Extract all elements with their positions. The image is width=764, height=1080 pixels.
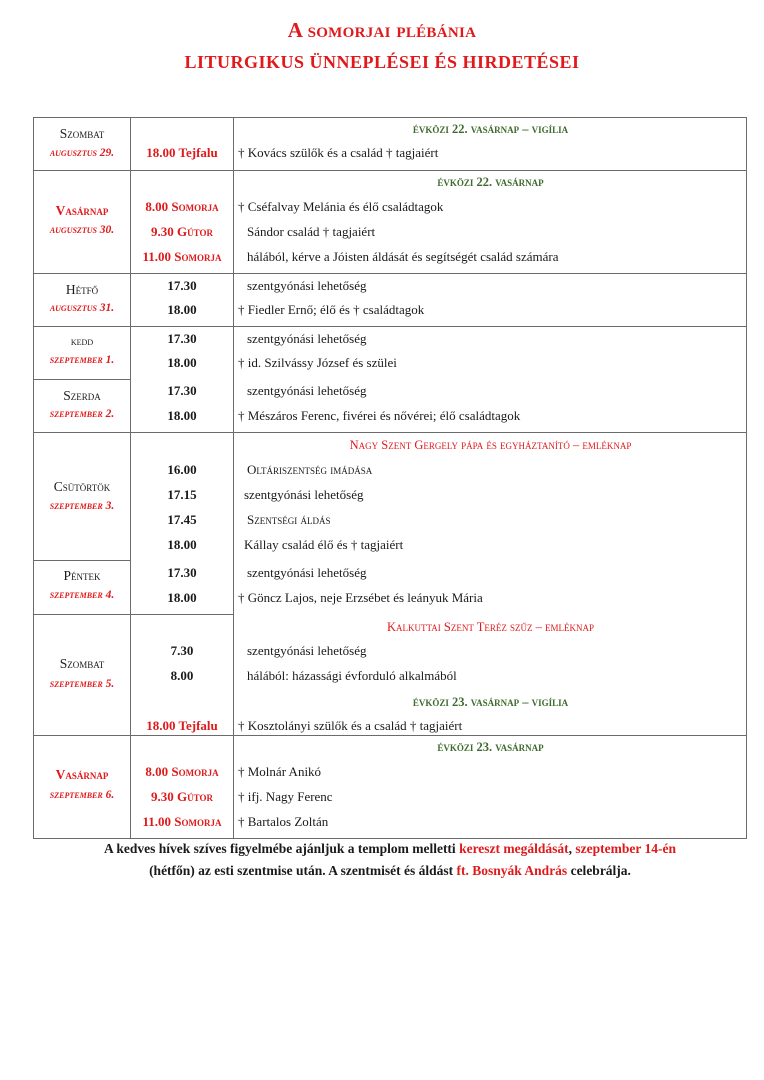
day-date: szeptember 4.	[49, 589, 115, 601]
mass-intention: † Mészáros Ferenc, fivérei és nővérei; élő családtagok	[238, 408, 521, 423]
announcement	[33, 838, 747, 882]
day-name: Csütörtök	[53, 479, 111, 494]
mass-intention: szentgyónási lehetőség	[247, 643, 367, 658]
mass-intention: hálából, kérve a Jóisten áldását és segítségét család számára	[247, 249, 559, 264]
mass-time: 8.00 Somorja	[145, 199, 219, 214]
day-date: szeptember 5.	[49, 678, 115, 690]
day-date: szeptember 1.	[49, 354, 115, 366]
announcement-text: (hétfőn) az esti szentmise után. A szentmisét és áldást	[149, 863, 457, 878]
announcement-highlight: kereszt megáldását	[459, 841, 569, 856]
mass-time: 8.00	[170, 668, 194, 683]
announcement-highlight: szeptember 14-én	[575, 841, 677, 856]
mass-intention: szentgyónási lehetőség	[247, 278, 367, 293]
day-name: Vasárnap	[55, 767, 109, 782]
mass-intention: szentgyónási lehetőség	[247, 383, 367, 398]
liturgical-heading: évközi 22. vasárnap	[437, 175, 544, 189]
mass-time: 9.30 Gútor	[151, 789, 213, 804]
mass-intention: hálából: házassági évforduló alkalmából	[247, 668, 457, 683]
feast-heading: Nagy Szent Gergely pápa és egyháztanító – emléknap	[349, 438, 632, 452]
mass-time: 17.30	[167, 331, 197, 346]
mass-time: 18.00	[167, 302, 197, 317]
mass-time: 17.30	[167, 278, 197, 293]
day-name: Péntek	[63, 568, 101, 583]
mass-intention: † Fiedler Ernő; élő és † családtagok	[238, 302, 425, 317]
mass-time: 17.45	[167, 512, 197, 527]
day-date: szeptember 2.	[49, 408, 115, 420]
day-date: szeptember 6.	[49, 789, 115, 801]
day-name: Vasárnap	[55, 203, 109, 218]
mass-time: 17.30	[167, 565, 197, 580]
day-date: augusztus 31.	[49, 302, 115, 314]
mass-time: 18.00	[167, 590, 197, 605]
mass-intention: szentgyónási lehetőség	[244, 487, 364, 502]
mass-time: 18.00	[167, 355, 197, 370]
mass-time: 9.30 Gútor	[151, 224, 213, 239]
mass-time: 16.00	[167, 462, 197, 477]
day-name: Szerda	[63, 388, 101, 403]
day-date: augusztus 30.	[49, 224, 115, 236]
mass-intention: † Molnár Anikó	[238, 764, 322, 779]
mass-intention: † Bartalos Zoltán	[238, 814, 329, 829]
mass-time: 8.00 Somorja	[145, 764, 219, 779]
page-subtitle: LITURGIKUS ÜNNEPLÉSEI ÉS HIRDETÉSEI	[184, 52, 580, 72]
mass-intention: Oltáriszentség imádása	[247, 462, 373, 477]
mass-time: 11.00 Somorja	[142, 814, 222, 829]
mass-intention: szentgyónási lehetőség	[247, 331, 367, 346]
mass-intention: Sándor család † tagjaiért	[247, 224, 376, 239]
day-name: Hétfő	[65, 282, 99, 297]
mass-time: 17.15	[167, 487, 197, 502]
announcement-text: A kedves hívek szíves figyelmébe ajánljuk a templom melletti	[103, 841, 460, 856]
day-name: kedd	[70, 336, 94, 348]
mass-intention: † Kovács szülők és a család † tagjaiért	[238, 145, 439, 160]
page-title: A somorjai plébánia	[287, 18, 477, 42]
announcement-text: celebrálja.	[567, 863, 631, 878]
mass-intention: Szentségi áldás	[247, 512, 331, 527]
mass-intention: szentgyónási lehetőség	[247, 565, 367, 580]
liturgical-heading: évközi 23. vasárnap – vigília	[412, 695, 569, 709]
mass-time: 18.00 Tejfalu	[146, 718, 218, 733]
feast-heading: Kalkuttai Szent Teréz szűz – emléknap	[386, 620, 595, 634]
mass-intention: † Cséfalvay Melánia és élő családtagok	[238, 199, 444, 214]
mass-time: 18.00 Tejfalu	[146, 145, 218, 160]
mass-time: 18.00	[167, 537, 197, 552]
mass-intention: † Kosztolányi szülők és a család † tagjaiért	[238, 718, 463, 733]
mass-time: 18.00	[167, 408, 197, 423]
mass-time: 7.30	[170, 643, 194, 658]
announcement-text: ,	[568, 841, 576, 856]
day-date: szeptember 3.	[49, 500, 115, 512]
mass-intention: † Göncz Lajos, neje Erzsébet és leányuk Mária	[238, 590, 483, 605]
mass-time: 11.00 Somorja	[142, 249, 222, 264]
liturgical-heading: évközi 22. vasárnap – vigília	[412, 122, 569, 136]
day-name: Szombat	[59, 656, 105, 671]
liturgical-heading: évközi 23. vasárnap	[437, 740, 544, 754]
day-name: Szombat	[59, 126, 105, 141]
mass-intention: † ifj. Nagy Ferenc	[238, 789, 333, 804]
mass-intention: † id. Szilvássy József és szülei	[238, 355, 397, 370]
day-date: augusztus 29.	[49, 147, 115, 159]
announcement-highlight: ft. Bosnyák András	[456, 863, 568, 878]
mass-time: 17.30	[167, 383, 197, 398]
mass-intention: Kállay család élő és † tagjaiért	[244, 537, 404, 552]
